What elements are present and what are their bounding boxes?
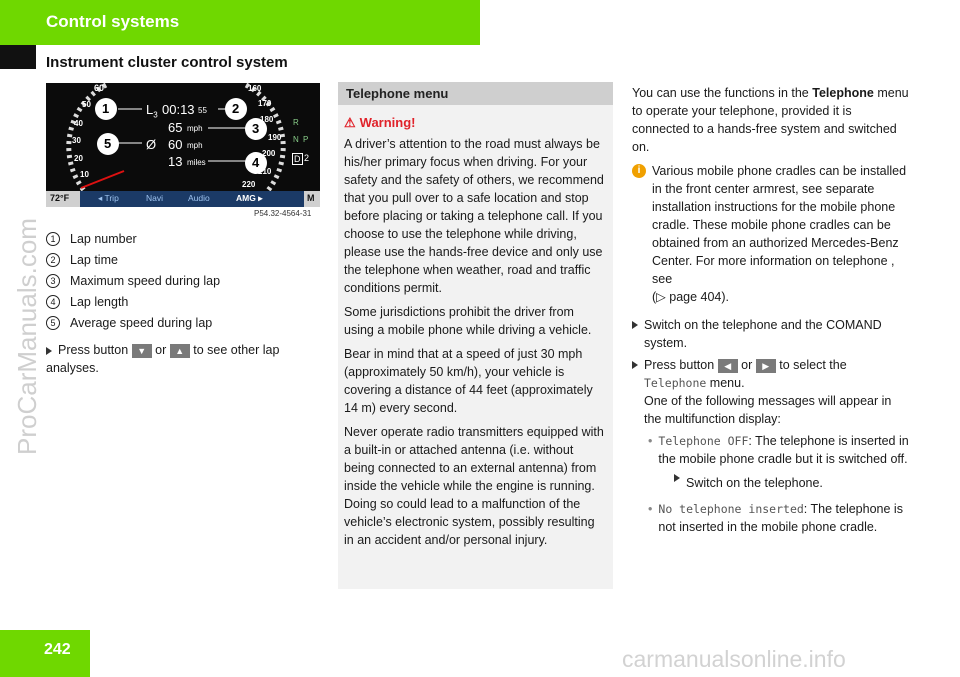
gear-d: D [294, 154, 301, 164]
lap-length: 13 [168, 154, 183, 169]
warning-heading [338, 105, 613, 131]
telephone-menu-title: Telephone menu [338, 82, 613, 105]
tick-160: 160 [248, 84, 262, 93]
menu-bar [46, 191, 320, 207]
right-column [632, 84, 910, 540]
tick-220: 220 [242, 180, 256, 189]
message-telephone-off [648, 432, 910, 468]
substep-text: Switch on the telephone. [686, 476, 823, 490]
callout-label: Lap length [70, 294, 129, 309]
menu-audio: Audio [188, 193, 210, 203]
menu-m: M [307, 193, 315, 203]
callout-list [46, 228, 220, 333]
callout-2: 2 [232, 101, 240, 116]
gear-n: N [293, 135, 299, 144]
callout-number: 3 [46, 274, 60, 288]
gear-2: 2 [304, 153, 310, 163]
tick-180: 180 [260, 115, 274, 124]
warning-paragraph: Some jurisdictions prohibit the driver from using a mobile phone while driving a vehicle. [344, 305, 592, 337]
up-button-icon: ▲ [170, 344, 190, 358]
lap-label: $L_3$ [146, 102, 158, 120]
tick-210: 210 [258, 167, 272, 176]
tick-190: 190 [268, 133, 282, 142]
callout-item [46, 291, 220, 312]
callout-label: Lap time [70, 252, 118, 267]
message-text: : The telephone is not inserted in the mobile phone cradle. [658, 502, 903, 534]
step-1 [632, 316, 910, 352]
max-speed-unit: mph [187, 124, 203, 133]
callout-label: Maximum speed during lap [70, 273, 221, 288]
message-text: : The telephone is inserted in the mobile phone cradle but it is switched off. [658, 434, 909, 466]
section-title: Control systems [46, 12, 180, 31]
step-text: Switch on the telephone and the COMAND system. [644, 318, 882, 350]
info-note [632, 162, 910, 306]
bullet-icon: • [648, 502, 653, 516]
menu-navi: Navi [146, 193, 164, 203]
menu-trip: ◂ Trip [98, 193, 119, 203]
lap-time: 00:13 [162, 102, 195, 117]
step-arrow-icon [46, 347, 52, 355]
instrument-cluster-image [46, 83, 320, 207]
avg-speed-unit: mph [187, 141, 203, 150]
watermark-bottom: carmanualsonline.info [622, 646, 846, 672]
callout-label: Average speed during lap [70, 315, 213, 330]
callout-3: 3 [252, 121, 260, 136]
tick-40: 40 [74, 119, 83, 128]
callout-1: 1 [102, 101, 110, 116]
temp-readout: 72°F [50, 193, 70, 203]
avg-speed: 60 [168, 137, 183, 152]
lap-instruction [46, 341, 326, 377]
telephone-menu-box [338, 82, 613, 589]
step-2: Press button ◀ or ▶ to select the Telephone menu. One of the following messages will appear in the multifunction display: [632, 356, 910, 428]
callout-number: 1 [46, 232, 60, 246]
warning-label: Warning! [359, 115, 416, 130]
tick-10: 10 [80, 170, 89, 179]
instruction-text: Press button [58, 343, 129, 357]
callout-item [46, 228, 220, 249]
callout-item [46, 312, 220, 333]
lap-length-unit: miles [187, 158, 206, 167]
tick-170: 170 [258, 99, 272, 108]
image-caption: P54.32-4564-31 [254, 209, 312, 218]
info-icon: i [632, 164, 646, 178]
message-code: No telephone inserted [658, 502, 804, 516]
bullet-icon: • [648, 434, 653, 448]
step-arrow-icon [632, 321, 638, 329]
step-arrow-icon [674, 474, 680, 482]
callout-label: Lap number [70, 231, 137, 246]
callout-number: 2 [46, 253, 60, 267]
tick-200: 200 [262, 149, 276, 158]
lap-time-sub: 55 [198, 106, 207, 115]
section-tab [0, 45, 36, 69]
watermark-left: ProCarManuals.com [12, 218, 42, 455]
warning-paragraph: Bear in mind that at a speed of just 30 mph (approximately 50 km/h), your vehicle is covering a distance of 44 feet (approximately 14 m) every second. [344, 347, 593, 415]
menu-amg: AMG ▸ [236, 193, 263, 203]
substep [674, 474, 910, 492]
avg-symbol: Ø [146, 137, 157, 152]
intro-paragraph: You can use the functions in the Telephone menu to operate your telephone, provided it is connected to a hands-free system and switched on. [632, 86, 909, 154]
gear-p: P [303, 135, 309, 144]
right-button-icon: ▶ [756, 359, 776, 373]
callout-5: 5 [104, 136, 112, 151]
warning-paragraph: Never operate radio transmitters equipped with a built-in or attached antenna (i.e. without being connected to an external antenna) from inside the vehicle while the engine is running. Doing so could lead to a malfunction of the vehicle’s electronic system, possibly resulting in an accident and/or personal injury. [344, 425, 604, 547]
callout-item [46, 249, 220, 270]
instruction-text-post: to see other lap analyses. [46, 343, 280, 375]
page-subtitle: Instrument cluster control system [46, 54, 288, 71]
info-text: Various mobile phone cradles can be installed in the front center armrest, see separate installation instructions for the mobile phone cradle. These mobile phone cradles can be obtained from an authorized Mercedes-Benz Center. For more information on telephone , see [652, 164, 907, 286]
callout-4: 4 [252, 155, 260, 170]
callout-number: 5 [46, 316, 60, 330]
left-button-icon: ◀ [718, 359, 738, 373]
down-button-icon: ▼ [132, 344, 152, 358]
tick-50: 50 [82, 100, 91, 109]
gear-r: R [293, 118, 299, 127]
instruction-or: or [155, 343, 167, 357]
max-speed: 65 [168, 120, 183, 135]
message-no-telephone [648, 500, 910, 536]
tick-60: 60 [94, 83, 105, 93]
message-code: Telephone OFF [658, 434, 749, 448]
info-page-ref: (▷ page 404). [652, 290, 730, 304]
step-arrow-icon [632, 361, 638, 369]
menu-name: Telephone [644, 376, 707, 390]
callout-item [46, 270, 220, 291]
step-note: One of the following messages will appear in the multifunction display: [644, 394, 892, 426]
warning-triangle-icon: ⚠ [344, 115, 356, 130]
callout-number: 4 [46, 295, 60, 309]
tick-30: 30 [72, 136, 81, 145]
warning-paragraph: A driver’s attention to the road must always be his/her primary focus when driving. For your safety and the safety of others, we recommend that you pull over to a safe location and stop before placing or taking a telephone call. If you choose to use the telephone while driving, please use the hands-free device and only use the telephone when weather, road and traffic conditions permit. [344, 137, 604, 295]
page-number: 242 [44, 641, 71, 658]
tick-20: 20 [74, 154, 83, 163]
